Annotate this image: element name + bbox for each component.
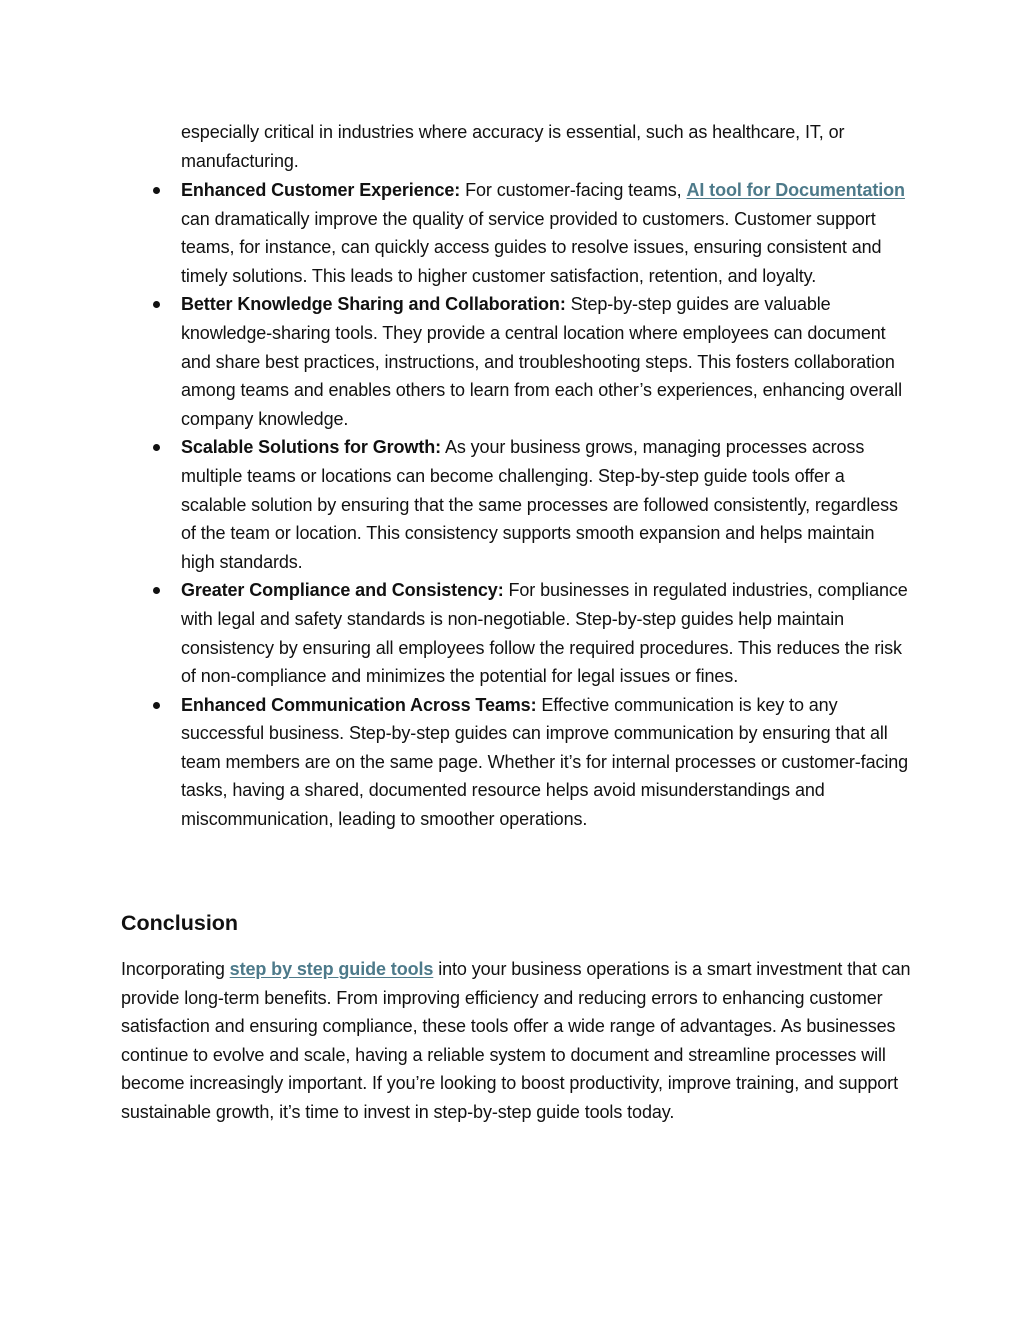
bullet-term: Better Knowledge Sharing and Collaboration: xyxy=(181,294,566,315)
bullet-dot-icon xyxy=(153,702,160,709)
bullet-item-compliance xyxy=(0,576,911,690)
conclusion-heading: Conclusion xyxy=(121,911,239,935)
step-by-step-guide-tools-link[interactable]: step by step guide tools xyxy=(229,959,434,979)
benefits-bullet-list xyxy=(0,176,1024,834)
bullet-dot-icon xyxy=(153,187,160,194)
conclusion-text: Incorporating xyxy=(121,959,230,979)
bullet-text: As your business grows, managing processes across multiple teams or locations can become challenging. Step-by-step guide tools offer a scalable solution by ensuring that the same processes are followed consistently, regardless of the team or location. This consistency supports smooth expansion and helps maintain high standards. xyxy=(181,437,898,572)
conclusion-text: into your business operations is a smart investment that can provide long-term benefits. From improving efficiency and reducing errors to enhancing customer satisfaction and ensuring compliance, these tools offer a wide range of advantages. As businesses continue to evolve and scale, having a reliable system to document and streamline processes will become increasingly important. If you’re looking to boost productivity, improve training, and support sustainable growth, it’s time to invest in step-by-step guide tools today. xyxy=(121,959,911,1122)
bullet-dot-icon xyxy=(153,587,160,594)
bullet-item-knowledge-sharing xyxy=(0,290,911,433)
intro-continuation-paragraph: especially critical in industries where accuracy is essential, such as healthcare, IT, or manufacturing. xyxy=(181,122,845,171)
bullet-text: Step-by-step guides are valuable knowledge-sharing tools. They provide a central location where employees can document and share best practices, instructions, and troubleshooting steps. This fosters collaboration among teams and enables others to learn from each other’s experiences, enhancing overall company knowledge. xyxy=(181,294,902,429)
bullet-item-customer-experience xyxy=(0,176,911,290)
conclusion-paragraph xyxy=(121,955,911,1127)
bullet-text: For customer-facing teams, xyxy=(460,180,687,200)
bullet-text: Effective communication is key to any successful business. Step-by-step guides can improve communication by ensuring that all team members are on the same page. Whether it’s for internal processes or customer-facing tasks, having a shared, documented resource helps avoid misunderstandings and miscommunication, leading to smoother operations. xyxy=(181,694,909,830)
ai-tool-documentation-link[interactable]: AI tool for Documentation xyxy=(686,180,905,200)
bullet-term: Enhanced Customer Experience: xyxy=(181,180,461,200)
bullet-item-scalable-solutions xyxy=(0,433,911,576)
bullet-text: can dramatically improve the quality of service provided to customers. Customer support teams, for instance, can quickly access guides to resolve issues, ensuring consistent and timely solutions. This leads to higher customer satisfaction, retention, and loyalty. xyxy=(181,208,882,286)
bullet-term: Scalable Solutions for Growth: xyxy=(181,437,442,458)
bullet-term: Greater Compliance and Consistency: xyxy=(181,580,504,601)
bullet-dot-icon xyxy=(153,301,160,308)
bullet-term: Enhanced Communication Across Teams: xyxy=(181,694,537,715)
bullet-dot-icon xyxy=(153,444,160,451)
bullet-item-communication xyxy=(0,691,911,834)
bullet-text: For businesses in regulated industries, compliance with legal and safety standards is non-negotiable. Step-by-step guides help maintain consistency by ensuring all employees follow the required procedures. This reduces the risk of non-compliance and minimizes the potential for legal issues or fines. xyxy=(181,580,908,687)
